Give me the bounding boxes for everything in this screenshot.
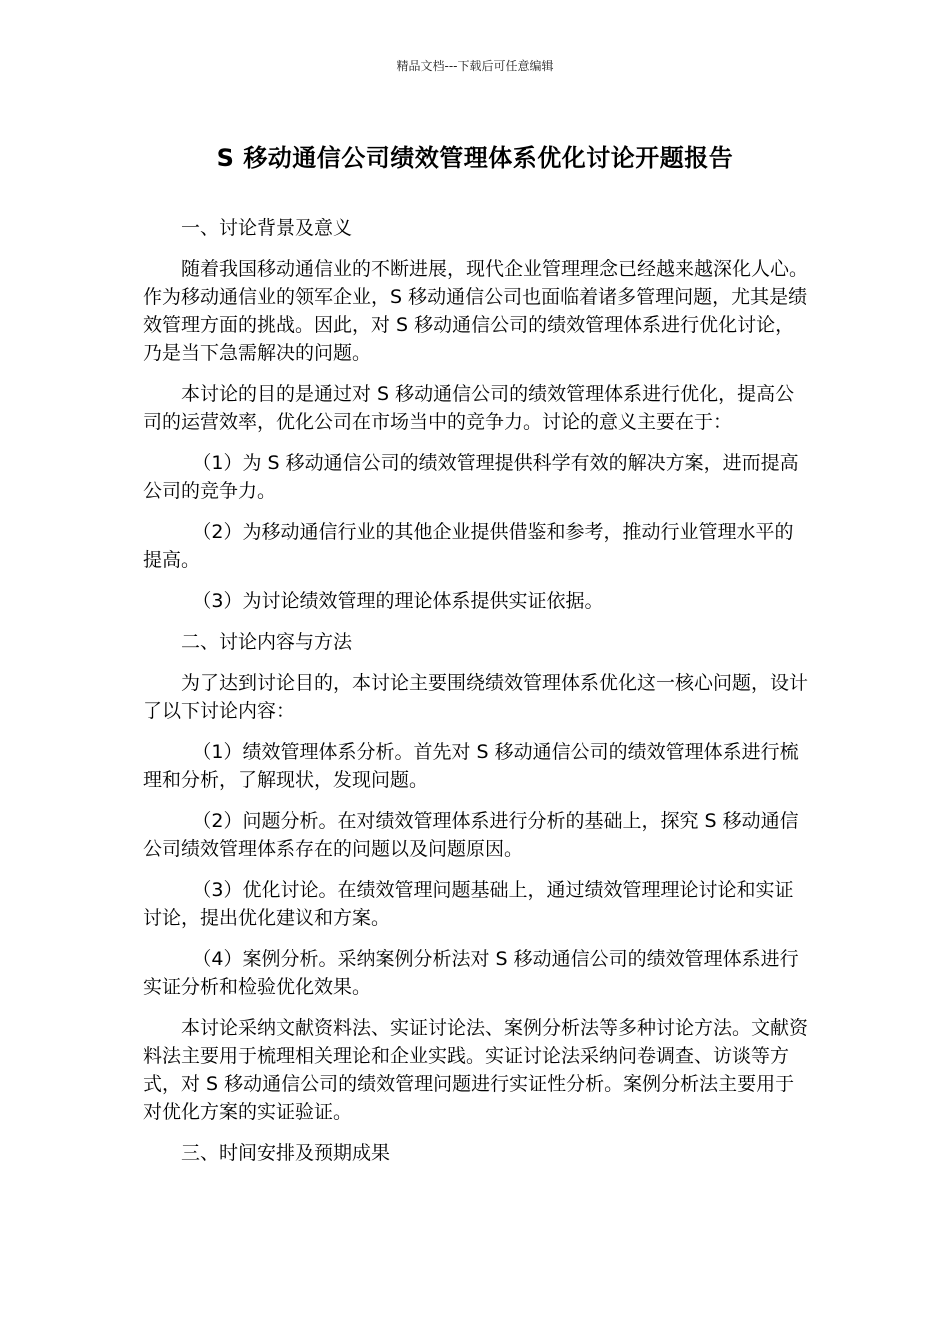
section-heading-content-method: 二、讨论内容与方法 xyxy=(181,631,353,653)
section-heading-background: 一、讨论背景及意义 xyxy=(181,217,353,239)
list-item: （2）为移动通信行业的其他企业提供借鉴和参考，推动行业管理水平的提高。 xyxy=(143,521,794,571)
document-title: S 移动通信公司绩效管理体系优化讨论开题报告 xyxy=(216,144,734,172)
paragraph: 随着我国移动通信业的不断进展，现代企业管理理念已经越来越深化人心。作为移动通信业的领军企业，S 移动通信公司也面临着诸多管理问题，尤其是绩效管理方面的挑战。因此，对 S 移动通信公司的绩效管理体系进行优化讨论，乃是当下急需解决的问题。 xyxy=(143,258,809,364)
list-item: （3）为讨论绩效管理的理论体系提供实证依据。 xyxy=(192,590,604,612)
document-body xyxy=(143,214,808,1180)
list-item: （4）案例分析。采纳案例分析法对 S 移动通信公司的绩效管理体系进行实证分析和检验优化效果。 xyxy=(143,948,799,998)
list-item: （2）问题分析。在对绩效管理体系进行分析的基础上，探究 S 移动通信公司绩效管理体系存在的问题以及问题原因。 xyxy=(143,810,799,860)
paragraph: 本讨论的目的是通过对 S 移动通信公司的绩效管理体系进行优化，提高公司的运营效率，优化公司在市场当中的竞争力。讨论的意义主要在于： xyxy=(143,383,795,433)
list-item: （3）优化讨论。在绩效管理问题基础上，通过绩效管理理论讨论和实证讨论，提出优化建议和方案。 xyxy=(143,879,794,929)
paragraph: 为了达到讨论目的，本讨论主要围绕绩效管理体系优化这一核心问题，设计了以下讨论内容： xyxy=(143,672,809,722)
list-item: （1）绩效管理体系分析。首先对 S 移动通信公司的绩效管理体系进行梳理和分析，了解现状，发现问题。 xyxy=(143,741,799,791)
paragraph: 本讨论采纳文献资料法、实证讨论法、案例分析法等多种讨论方法。文献资料法主要用于梳理相关理论和企业实践。实证讨论法采纳问卷调查、访谈等方式，对 S 移动通信公司的绩效管理问题进行实证性分析。案例分析法主要用于对优化方案的实证验证。 xyxy=(143,1017,809,1123)
header-note: 精品文档---下载后可任意编辑 xyxy=(396,59,554,73)
list-item: （1）为 S 移动通信公司的绩效管理提供科学有效的解决方案，进而提高公司的竞争力。 xyxy=(143,452,799,502)
section-heading-schedule: 三、时间安排及预期成果 xyxy=(181,1142,391,1164)
